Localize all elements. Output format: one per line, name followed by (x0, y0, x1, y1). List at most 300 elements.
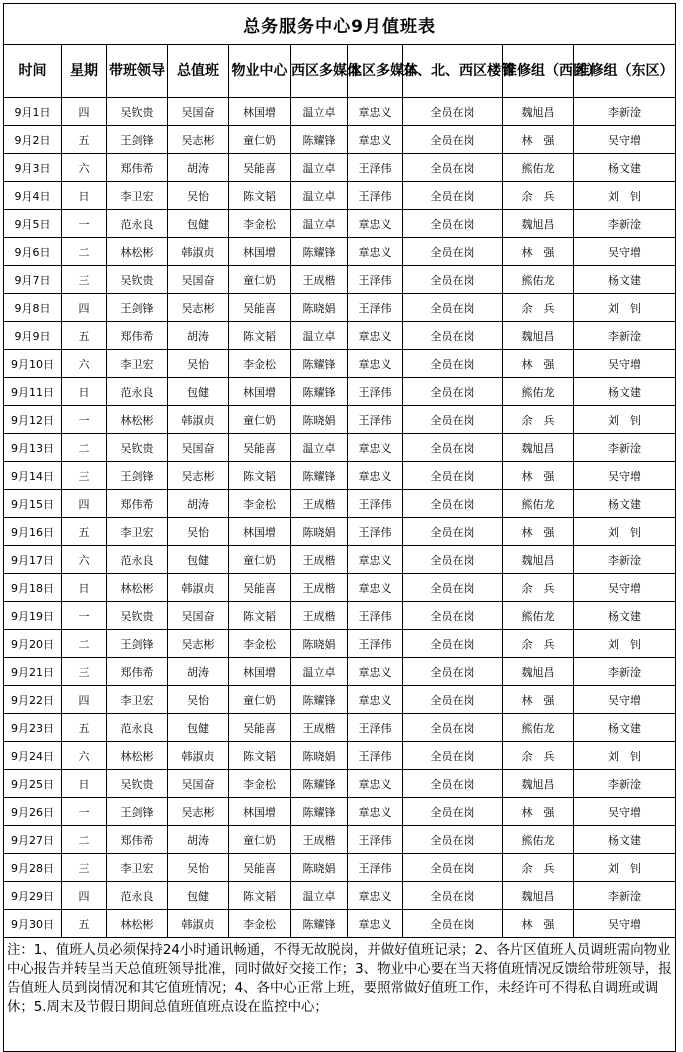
cell-weekday: 六 (62, 546, 107, 574)
title-row (4, 4, 676, 45)
cell-date: 9月9日 (4, 322, 62, 350)
cell-date: 9月10日 (4, 350, 62, 378)
cell-building-managers: 全员在岗 (403, 910, 503, 938)
table-row (4, 98, 676, 126)
cell-north-multimedia: 章忠义 (348, 770, 403, 798)
cell-shift-leader: 吴钦贵 (107, 266, 168, 294)
cell-chief-on-duty: 胡涛 (168, 826, 229, 854)
header-repair-east: 维修组（东区） (574, 45, 676, 98)
cell-property-center: 童仁奶 (229, 266, 291, 294)
cell-weekday: 三 (62, 658, 107, 686)
cell-property-center: 吴能喜 (229, 714, 291, 742)
cell-repair-west: 余 兵 (503, 630, 574, 658)
table-row (4, 882, 676, 910)
cell-chief-on-duty: 包健 (168, 714, 229, 742)
cell-weekday: 三 (62, 266, 107, 294)
cell-shift-leader: 郑伟希 (107, 154, 168, 182)
footnote: 注：1、值班人员必须保持24小时通讯畅通，不得无故脱岗，并做好值班记录；2、各片区值班人员调班需向物业中心报告并转呈当天总值班领导批准，同时做好交接工作；3、物业中心要在当天将值班情况反馈给带班领导，报告值班人员到岗情况和其它值班情况；4、各中心正常上班，要照常做好值班工作，未经许可不得私自调班或调休；5.周末及节假日期间总值班值班点设在监控中心； (4, 938, 676, 1052)
cell-building-managers: 全员在岗 (403, 770, 503, 798)
cell-chief-on-duty: 胡涛 (168, 322, 229, 350)
cell-building-managers: 全员在岗 (403, 854, 503, 882)
cell-chief-on-duty: 吴国奋 (168, 98, 229, 126)
cell-north-multimedia: 章忠义 (348, 462, 403, 490)
cell-chief-on-duty: 胡涛 (168, 490, 229, 518)
cell-chief-on-duty: 吴志彬 (168, 294, 229, 322)
cell-shift-leader: 李卫宏 (107, 518, 168, 546)
cell-building-managers: 全员在岗 (403, 154, 503, 182)
cell-weekday: 四 (62, 98, 107, 126)
cell-north-multimedia: 章忠义 (348, 546, 403, 574)
cell-repair-west: 余 兵 (503, 742, 574, 770)
note-row (4, 938, 676, 1052)
cell-shift-leader: 郑伟希 (107, 826, 168, 854)
cell-west-multimedia: 温立卓 (291, 154, 348, 182)
cell-property-center: 吴能喜 (229, 154, 291, 182)
cell-date: 9月6日 (4, 238, 62, 266)
cell-shift-leader: 范永良 (107, 546, 168, 574)
cell-repair-east: 李新淦 (574, 322, 676, 350)
cell-west-multimedia: 温立卓 (291, 658, 348, 686)
cell-shift-leader: 李卫宏 (107, 686, 168, 714)
cell-property-center: 李金松 (229, 210, 291, 238)
cell-property-center: 童仁奶 (229, 546, 291, 574)
cell-chief-on-duty: 包健 (168, 882, 229, 910)
cell-weekday: 五 (62, 714, 107, 742)
cell-shift-leader: 李卫宏 (107, 182, 168, 210)
header-shift-leader: 带班领导 (107, 45, 168, 98)
cell-property-center: 童仁奶 (229, 406, 291, 434)
table-row (4, 574, 676, 602)
table-row (4, 490, 676, 518)
cell-repair-east: 刘 钊 (574, 294, 676, 322)
cell-property-center: 吴能喜 (229, 294, 291, 322)
cell-property-center: 李金松 (229, 490, 291, 518)
cell-repair-east: 吴守增 (574, 798, 676, 826)
cell-date: 9月12日 (4, 406, 62, 434)
cell-repair-east: 李新淦 (574, 434, 676, 462)
cell-repair-west: 熊佑龙 (503, 266, 574, 294)
cell-repair-east: 刘 钊 (574, 854, 676, 882)
cell-shift-leader: 李卫宏 (107, 350, 168, 378)
header-north-multimedia: 北区多媒体 (348, 45, 403, 98)
cell-shift-leader: 吴钦贵 (107, 98, 168, 126)
cell-west-multimedia: 陈耀锋 (291, 686, 348, 714)
cell-repair-west: 熊佑龙 (503, 714, 574, 742)
cell-date: 9月20日 (4, 630, 62, 658)
cell-repair-east: 杨文建 (574, 602, 676, 630)
cell-repair-west: 魏旭昌 (503, 546, 574, 574)
cell-property-center: 吴能喜 (229, 854, 291, 882)
cell-building-managers: 全员在岗 (403, 378, 503, 406)
cell-north-multimedia: 王泽伟 (348, 490, 403, 518)
cell-property-center: 林国增 (229, 658, 291, 686)
cell-north-multimedia: 章忠义 (348, 686, 403, 714)
table-row (4, 686, 676, 714)
cell-shift-leader: 郑伟希 (107, 322, 168, 350)
cell-repair-east: 李新淦 (574, 770, 676, 798)
cell-north-multimedia: 王泽伟 (348, 854, 403, 882)
cell-property-center: 吴能喜 (229, 574, 291, 602)
cell-shift-leader: 王剑锋 (107, 294, 168, 322)
header-weekday: 星期 (62, 45, 107, 98)
cell-repair-east: 刘 钊 (574, 406, 676, 434)
cell-shift-leader: 范永良 (107, 210, 168, 238)
cell-north-multimedia: 王泽伟 (348, 182, 403, 210)
cell-repair-west: 熊佑龙 (503, 490, 574, 518)
cell-building-managers: 全员在岗 (403, 406, 503, 434)
cell-north-multimedia: 王泽伟 (348, 826, 403, 854)
cell-west-multimedia: 陈晓娟 (291, 854, 348, 882)
cell-date: 9月14日 (4, 462, 62, 490)
cell-repair-east: 吴守增 (574, 462, 676, 490)
cell-building-managers: 全员在岗 (403, 238, 503, 266)
cell-building-managers: 全员在岗 (403, 490, 503, 518)
cell-west-multimedia: 王成楷 (291, 714, 348, 742)
cell-date: 9月5日 (4, 210, 62, 238)
cell-date: 9月2日 (4, 126, 62, 154)
cell-chief-on-duty: 吴国奋 (168, 770, 229, 798)
header-repair-west: 维修组（西区） (503, 45, 574, 98)
cell-chief-on-duty: 胡涛 (168, 658, 229, 686)
cell-property-center: 陈文韬 (229, 602, 291, 630)
cell-weekday: 日 (62, 770, 107, 798)
cell-shift-leader: 林松彬 (107, 406, 168, 434)
cell-weekday: 一 (62, 210, 107, 238)
cell-west-multimedia: 陈耀锋 (291, 798, 348, 826)
cell-repair-west: 余 兵 (503, 854, 574, 882)
cell-repair-west: 林 强 (503, 238, 574, 266)
cell-building-managers: 全员在岗 (403, 266, 503, 294)
cell-weekday: 六 (62, 742, 107, 770)
cell-date: 9月16日 (4, 518, 62, 546)
cell-building-managers: 全员在岗 (403, 882, 503, 910)
cell-west-multimedia: 陈耀锋 (291, 126, 348, 154)
cell-chief-on-duty: 吴国奋 (168, 602, 229, 630)
cell-repair-east: 吴守增 (574, 686, 676, 714)
cell-north-multimedia: 章忠义 (348, 98, 403, 126)
cell-date: 9月3日 (4, 154, 62, 182)
cell-north-multimedia: 章忠义 (348, 658, 403, 686)
cell-weekday: 日 (62, 378, 107, 406)
cell-west-multimedia: 温立卓 (291, 210, 348, 238)
table-row (4, 350, 676, 378)
cell-repair-west: 林 强 (503, 798, 574, 826)
cell-date: 9月27日 (4, 826, 62, 854)
cell-repair-west: 余 兵 (503, 182, 574, 210)
cell-building-managers: 全员在岗 (403, 686, 503, 714)
cell-west-multimedia: 王成楷 (291, 490, 348, 518)
cell-weekday: 二 (62, 434, 107, 462)
table-row (4, 126, 676, 154)
duty-schedule-table (3, 3, 676, 1052)
cell-building-managers: 全员在岗 (403, 98, 503, 126)
page-title: 总务服务中心9月值班表 (4, 4, 676, 45)
cell-date: 9月18日 (4, 574, 62, 602)
cell-repair-east: 杨文建 (574, 714, 676, 742)
cell-repair-west: 林 强 (503, 350, 574, 378)
cell-property-center: 林国增 (229, 238, 291, 266)
cell-repair-west: 魏旭昌 (503, 322, 574, 350)
cell-north-multimedia: 章忠义 (348, 574, 403, 602)
cell-date: 9月7日 (4, 266, 62, 294)
cell-north-multimedia: 王泽伟 (348, 602, 403, 630)
table-row (4, 210, 676, 238)
cell-chief-on-duty: 胡涛 (168, 154, 229, 182)
cell-chief-on-duty: 吴怡 (168, 518, 229, 546)
cell-building-managers: 全员在岗 (403, 546, 503, 574)
table-row (4, 322, 676, 350)
cell-property-center: 陈文韬 (229, 182, 291, 210)
table-row (4, 658, 676, 686)
cell-repair-west: 林 强 (503, 518, 574, 546)
cell-north-multimedia: 章忠义 (348, 238, 403, 266)
cell-chief-on-duty: 吴志彬 (168, 798, 229, 826)
cell-weekday: 六 (62, 350, 107, 378)
cell-weekday: 二 (62, 826, 107, 854)
table-row (4, 406, 676, 434)
cell-building-managers: 全员在岗 (403, 630, 503, 658)
duty-schedule-sheet (3, 3, 675, 1041)
cell-shift-leader: 王剑锋 (107, 798, 168, 826)
cell-shift-leader: 林松彬 (107, 742, 168, 770)
cell-date: 9月15日 (4, 490, 62, 518)
cell-building-managers: 全员在岗 (403, 798, 503, 826)
cell-date: 9月13日 (4, 434, 62, 462)
cell-repair-west: 熊佑龙 (503, 378, 574, 406)
cell-repair-east: 李新淦 (574, 98, 676, 126)
cell-date: 9月28日 (4, 854, 62, 882)
cell-weekday: 六 (62, 154, 107, 182)
table-body (4, 4, 676, 938)
cell-weekday: 一 (62, 406, 107, 434)
cell-west-multimedia: 王成楷 (291, 602, 348, 630)
cell-north-multimedia: 王泽伟 (348, 406, 403, 434)
cell-repair-east: 杨文建 (574, 490, 676, 518)
cell-north-multimedia: 王泽伟 (348, 518, 403, 546)
cell-date: 9月29日 (4, 882, 62, 910)
cell-repair-east: 杨文建 (574, 378, 676, 406)
table-row (4, 182, 676, 210)
header-west-multimedia: 西区多媒体 (291, 45, 348, 98)
cell-north-multimedia: 章忠义 (348, 350, 403, 378)
cell-north-multimedia: 王泽伟 (348, 266, 403, 294)
cell-shift-leader: 范永良 (107, 882, 168, 910)
cell-chief-on-duty: 吴国奋 (168, 434, 229, 462)
cell-shift-leader: 吴钦贵 (107, 602, 168, 630)
cell-west-multimedia: 陈耀锋 (291, 350, 348, 378)
cell-date: 9月25日 (4, 770, 62, 798)
cell-west-multimedia: 陈耀锋 (291, 462, 348, 490)
header-chief-on-duty: 总值班 (168, 45, 229, 98)
cell-weekday: 一 (62, 798, 107, 826)
cell-west-multimedia: 王成楷 (291, 826, 348, 854)
table-row (4, 154, 676, 182)
cell-weekday: 二 (62, 630, 107, 658)
cell-building-managers: 全员在岗 (403, 434, 503, 462)
cell-north-multimedia: 王泽伟 (348, 154, 403, 182)
cell-date: 9月21日 (4, 658, 62, 686)
cell-weekday: 五 (62, 322, 107, 350)
cell-building-managers: 全员在岗 (403, 602, 503, 630)
cell-date: 9月19日 (4, 602, 62, 630)
cell-west-multimedia: 陈晓娟 (291, 406, 348, 434)
cell-repair-west: 熊佑龙 (503, 602, 574, 630)
cell-property-center: 吴能喜 (229, 434, 291, 462)
cell-north-multimedia: 章忠义 (348, 210, 403, 238)
table-row (4, 770, 676, 798)
cell-date: 9月17日 (4, 546, 62, 574)
cell-west-multimedia: 陈耀锋 (291, 910, 348, 938)
cell-repair-west: 魏旭昌 (503, 434, 574, 462)
cell-repair-west: 林 强 (503, 126, 574, 154)
cell-repair-east: 李新淦 (574, 210, 676, 238)
cell-chief-on-duty: 包健 (168, 546, 229, 574)
cell-date: 9月30日 (4, 910, 62, 938)
cell-repair-west: 余 兵 (503, 406, 574, 434)
cell-building-managers: 全员在岗 (403, 826, 503, 854)
cell-chief-on-duty: 韩淑贞 (168, 742, 229, 770)
cell-weekday: 五 (62, 126, 107, 154)
cell-property-center: 李金松 (229, 630, 291, 658)
cell-weekday: 日 (62, 182, 107, 210)
cell-shift-leader: 王剑锋 (107, 630, 168, 658)
cell-west-multimedia: 陈耀锋 (291, 238, 348, 266)
cell-north-multimedia: 王泽伟 (348, 714, 403, 742)
cell-north-multimedia: 章忠义 (348, 798, 403, 826)
cell-west-multimedia: 温立卓 (291, 98, 348, 126)
cell-north-multimedia: 王泽伟 (348, 742, 403, 770)
cell-property-center: 童仁奶 (229, 826, 291, 854)
cell-repair-west: 林 强 (503, 910, 574, 938)
cell-property-center: 林国增 (229, 798, 291, 826)
table-row (4, 630, 676, 658)
cell-repair-east: 吴守增 (574, 910, 676, 938)
cell-west-multimedia: 陈耀锋 (291, 378, 348, 406)
cell-chief-on-duty: 韩淑贞 (168, 574, 229, 602)
cell-chief-on-duty: 韩淑贞 (168, 406, 229, 434)
cell-shift-leader: 范永良 (107, 378, 168, 406)
cell-building-managers: 全员在岗 (403, 294, 503, 322)
cell-chief-on-duty: 吴怡 (168, 854, 229, 882)
cell-west-multimedia: 温立卓 (291, 322, 348, 350)
cell-building-managers: 全员在岗 (403, 126, 503, 154)
cell-shift-leader: 李卫宏 (107, 854, 168, 882)
cell-chief-on-duty: 吴国奋 (168, 266, 229, 294)
cell-shift-leader: 王剑锋 (107, 126, 168, 154)
cell-shift-leader: 王剑锋 (107, 462, 168, 490)
header-building-managers: 东、北、西区楼管 (403, 45, 503, 98)
cell-repair-east: 刘 钊 (574, 630, 676, 658)
cell-building-managers: 全员在岗 (403, 210, 503, 238)
cell-repair-east: 吴守增 (574, 238, 676, 266)
header-date: 时间 (4, 45, 62, 98)
cell-repair-west: 余 兵 (503, 574, 574, 602)
cell-repair-east: 吴守增 (574, 126, 676, 154)
cell-shift-leader: 范永良 (107, 714, 168, 742)
cell-property-center: 林国增 (229, 378, 291, 406)
cell-weekday: 二 (62, 238, 107, 266)
cell-repair-east: 李新淦 (574, 658, 676, 686)
cell-weekday: 五 (62, 910, 107, 938)
table-row (4, 910, 676, 938)
cell-repair-east: 李新淦 (574, 882, 676, 910)
cell-repair-east: 杨文建 (574, 266, 676, 294)
cell-repair-west: 熊佑龙 (503, 826, 574, 854)
cell-shift-leader: 林松彬 (107, 910, 168, 938)
cell-shift-leader: 林松彬 (107, 574, 168, 602)
cell-west-multimedia: 陈晓娟 (291, 630, 348, 658)
cell-repair-east: 杨文建 (574, 154, 676, 182)
cell-repair-west: 魏旭昌 (503, 882, 574, 910)
cell-building-managers: 全员在岗 (403, 714, 503, 742)
cell-repair-west: 魏旭昌 (503, 210, 574, 238)
cell-chief-on-duty: 吴怡 (168, 686, 229, 714)
cell-property-center: 林国增 (229, 518, 291, 546)
cell-chief-on-duty: 吴怡 (168, 350, 229, 378)
cell-date: 9月24日 (4, 742, 62, 770)
cell-property-center: 林国增 (229, 98, 291, 126)
cell-chief-on-duty: 吴志彬 (168, 630, 229, 658)
cell-west-multimedia: 陈耀锋 (291, 770, 348, 798)
table-row (4, 238, 676, 266)
table-row (4, 294, 676, 322)
cell-weekday: 四 (62, 294, 107, 322)
cell-north-multimedia: 章忠义 (348, 126, 403, 154)
table-row (4, 602, 676, 630)
cell-chief-on-duty: 韩淑贞 (168, 910, 229, 938)
cell-north-multimedia: 章忠义 (348, 882, 403, 910)
cell-weekday: 三 (62, 462, 107, 490)
table-row (4, 518, 676, 546)
cell-shift-leader: 郑伟希 (107, 490, 168, 518)
cell-building-managers: 全员在岗 (403, 574, 503, 602)
cell-repair-east: 吴守增 (574, 574, 676, 602)
cell-chief-on-duty: 吴怡 (168, 182, 229, 210)
cell-weekday: 四 (62, 490, 107, 518)
cell-west-multimedia: 陈晓娟 (291, 518, 348, 546)
table-row (4, 798, 676, 826)
cell-west-multimedia: 温立卓 (291, 182, 348, 210)
cell-weekday: 四 (62, 686, 107, 714)
cell-weekday: 三 (62, 854, 107, 882)
cell-weekday: 日 (62, 574, 107, 602)
cell-west-multimedia: 温立卓 (291, 434, 348, 462)
cell-shift-leader: 吴钦贵 (107, 770, 168, 798)
table-row (4, 378, 676, 406)
cell-chief-on-duty: 吴志彬 (168, 126, 229, 154)
cell-west-multimedia: 陈晓娟 (291, 742, 348, 770)
cell-building-managers: 全员在岗 (403, 742, 503, 770)
cell-building-managers: 全员在岗 (403, 658, 503, 686)
cell-repair-west: 余 兵 (503, 294, 574, 322)
cell-date: 9月1日 (4, 98, 62, 126)
cell-repair-east: 刘 钊 (574, 742, 676, 770)
cell-chief-on-duty: 包健 (168, 210, 229, 238)
cell-north-multimedia: 章忠义 (348, 910, 403, 938)
table-row (4, 462, 676, 490)
cell-chief-on-duty: 韩淑贞 (168, 238, 229, 266)
cell-weekday: 一 (62, 602, 107, 630)
table-row (4, 714, 676, 742)
cell-north-multimedia: 章忠义 (348, 434, 403, 462)
cell-west-multimedia: 王成楷 (291, 266, 348, 294)
cell-north-multimedia: 王泽伟 (348, 378, 403, 406)
cell-repair-west: 熊佑龙 (503, 154, 574, 182)
table-row (4, 826, 676, 854)
table-row (4, 546, 676, 574)
cell-property-center: 李金松 (229, 910, 291, 938)
header-row (4, 45, 676, 98)
